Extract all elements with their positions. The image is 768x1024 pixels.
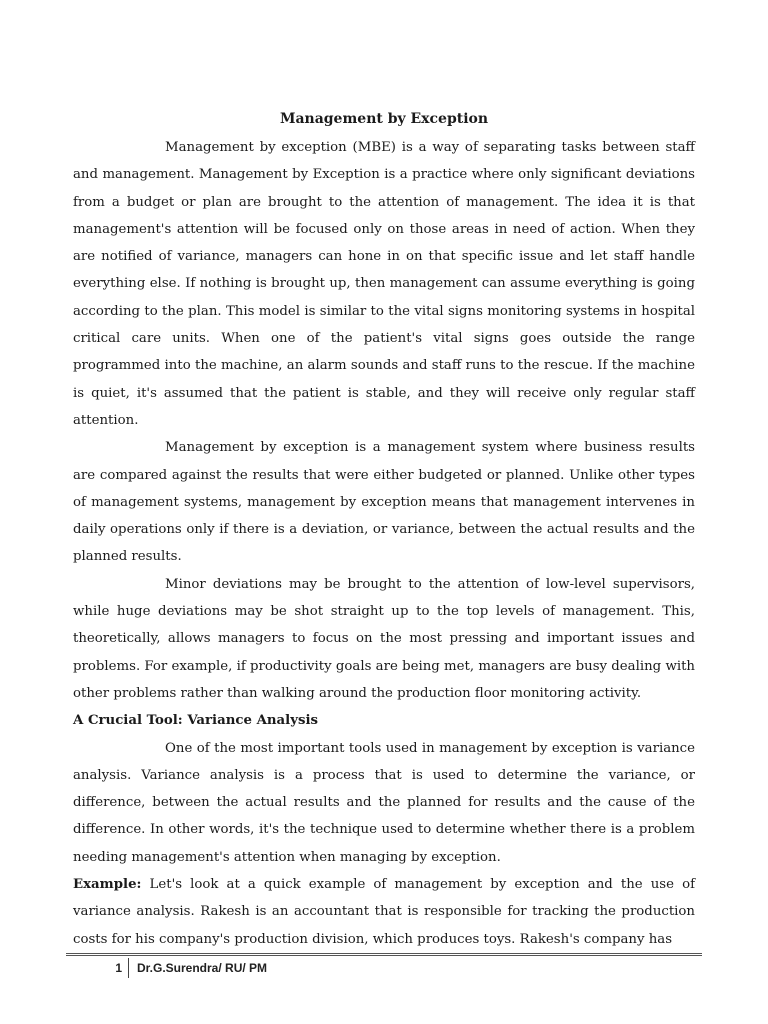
page-footer [66,953,702,980]
paragraph-variance-analysis: One of the most important tools used in management by exception is variance analysis. Variance analysis is a process that is used to determine the variance, or difference, between the actual results and the planned for results and the cause of the difference. In other words, it's the technique used to determine whether there is a problem needing management's attention when managing by exception. [73,740,695,865]
paragraph-deviations: Minor deviations may be brought to the attention of low-level supervisors, while huge deviations may be shot straight up to the top levels of management. This, theoretically, allows managers to focus on the most pressing and important issues and problems. For example, if productivity goals are being met, managers are busy dealing with other problems rather than walking around the production floor monitoring activity. [73,576,695,701]
footer-author: Dr.G.Surendra/ RU/ PM [137,961,268,975]
document-title: Management by Exception [279,111,489,127]
page-number: 1 [66,958,129,978]
paragraph-mbe-system: Management by exception is a management system where business results are compared against the results that were either budgeted or planned. Unlike other types of management systems, management by exception means that management intervenes in daily operations only if there is a deviation, or variance, between the actual results and the planned results. [73,440,695,565]
section-heading-variance-analysis: A Crucial Tool: Variance Analysis [73,713,318,729]
document-page [73,108,695,953]
paragraph-mbe-definition: Management by exception (MBE) is a way of separating tasks between staff and management. Management by Exception is a practice where only significant deviations from a budget or plan are brought to the attention of management. The idea it is that management's attention will be focused only on those areas in need of action. When they are notified of variance, managers can hone in on that specific issue and let staff handle everything else. If nothing is brought up, then management can assume everything is going according to the plan. This model is similar to the vital signs monitoring systems in hospital critical care units. When one of the patient's vital signs goes outside the range programmed into the machine, an alarm sounds and staff runs to the rescue. If the machine is quiet, it's assumed that the patient is stable, and they will receive only regular staff attention. [73,140,695,428]
example-label: Example: [73,877,142,893]
paragraph-example [73,871,695,953]
example-text: Let's look at a quick example of management by exception and the use of variance analysis. Rakesh is an accountant that is responsible for tracking the production costs for his company's production division, which produces toys. Rakesh's company has [73,877,695,947]
